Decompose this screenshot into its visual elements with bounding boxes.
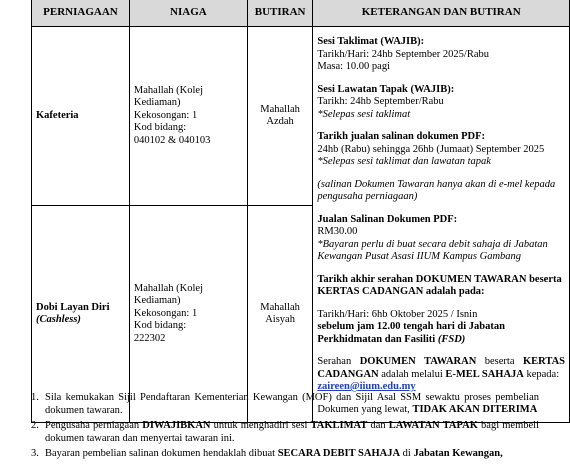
notes-list: [31, 392, 539, 464]
details-cell: [313, 27, 570, 423]
table-row-kafeteria: [32, 27, 570, 206]
business-name: Kafeteria: [36, 109, 79, 121]
deadline-date: Tarikh/Hari: 6hb Oktober 2025 / Isnin: [317, 308, 478, 320]
note-item: 2. Pengusaha perniagaan DIWAJIBKAN untuk menghadiri sesi TAKLIMAT dan LAWATAN TAPAK bagi membeli dokumen tawaran dan menyertai tawaran ini.: [31, 420, 539, 444]
lawatan-date: Tarikh: 24hb September/Rabu: [317, 96, 444, 107]
email-link[interactable]: zaireen@iium.edu.my: [317, 381, 416, 392]
location-line: Kediaman): [133, 97, 181, 109]
location-line: Mahallah (Kolej: [133, 84, 204, 96]
location-line: Mahallah (Kolej: [133, 282, 204, 294]
header-business: PERNIAGAAN: [32, 0, 130, 27]
deadline-time: sebelum jam 12.00 tengah hari di Jabatan Perkhidmatan dan Fasiliti (FSD): [317, 321, 505, 345]
business-name: Dobi Layan Diri: [36, 301, 110, 313]
business-cell: [32, 27, 130, 206]
venue-line: Mahallah: [260, 301, 300, 313]
venue-cell: [247, 27, 313, 206]
price-title: Jualan Salinan Dokumen PDF:: [317, 213, 458, 225]
venue-line: Azdah: [266, 116, 294, 127]
venue-cell: [247, 206, 313, 423]
jualan-title: Tarikh jualan salinan dokumen PDF:: [317, 131, 486, 142]
location-cell: [129, 27, 247, 206]
location-line: Kekosongan: 1: [133, 109, 198, 121]
note-item: 1. Sila kemukakan Sijil Pendaftaran Kementerian Kewangan (MOF) dan Sijil Asal SSM sewaktu proses pembelian dokumen tawaran.: [31, 392, 539, 416]
jualan-note: *Selepas sesi taklimat dan lawatan tapak: [317, 156, 491, 167]
taklimat-time: Masa: 10.00 pagi: [317, 61, 390, 72]
deadline-title: Tarikh akhir serahan DOKUMEN TAWARAN beserta KERTAS CADANGAN adalah pada:: [317, 273, 562, 297]
business-note: (Cashless): [36, 314, 81, 325]
header-details: KETERANGAN DAN BUTIRAN: [313, 0, 570, 27]
location-cell: [129, 206, 247, 423]
lawatan-note: *Selepas sesi taklimat: [317, 108, 411, 120]
header-venue: BUTIRAN: [247, 0, 313, 27]
tender-table: [31, 0, 570, 423]
email-note: (salinan Dokumen Tawaran hanya akan di e-mel kepada pengusaha perniagaan): [317, 178, 556, 202]
submission-info: Serahan DOKUMEN TAWARAN beserta KERTAS CADANGAN adalah melalui E-MEL SAHAJA kepada:: [317, 356, 566, 380]
venue-line: Aisyah: [265, 314, 295, 325]
location-line: Kod bidang:: [133, 320, 187, 332]
note-item: 3. Bayaran pembelian salinan dokumen hendaklah dibuat SECARA DEBIT SAHAJA di Jabatan Kewangan,: [31, 448, 503, 459]
price-note: *Bayaran perlu di buat secara debit sahaja di Jabatan Kewangan Pusat Asasi IIUM Kampus Gambang: [317, 238, 548, 262]
business-cell: [32, 206, 130, 423]
table-header-row: [32, 0, 570, 27]
location-line: Kekosongan: 1: [133, 307, 198, 319]
taklimat-date: Tarikh/Hari: 24hb September 2025/Rabu: [317, 48, 489, 60]
lawatan-title: Sesi Lawatan Tapak (WAJIB):: [317, 83, 455, 95]
location-line: Kediaman): [133, 295, 181, 307]
price-value: RM30.00: [317, 226, 358, 237]
header-location: NIAGA: [129, 0, 247, 27]
jualan-date: 24hb (Rabu) sehingga 26hb (Jumaat) September 2025: [317, 143, 545, 155]
late-notice: Dokumen yang lewat, TIDAK AKAN DITERIMA: [317, 403, 538, 415]
location-line: Kod bidang:: [133, 122, 187, 134]
location-line: 222302: [133, 332, 166, 344]
venue-line: Mahallah: [260, 103, 300, 115]
taklimat-title: Sesi Taklimat (WAJIB):: [317, 36, 425, 47]
location-line: 040102 & 040103: [133, 134, 211, 146]
